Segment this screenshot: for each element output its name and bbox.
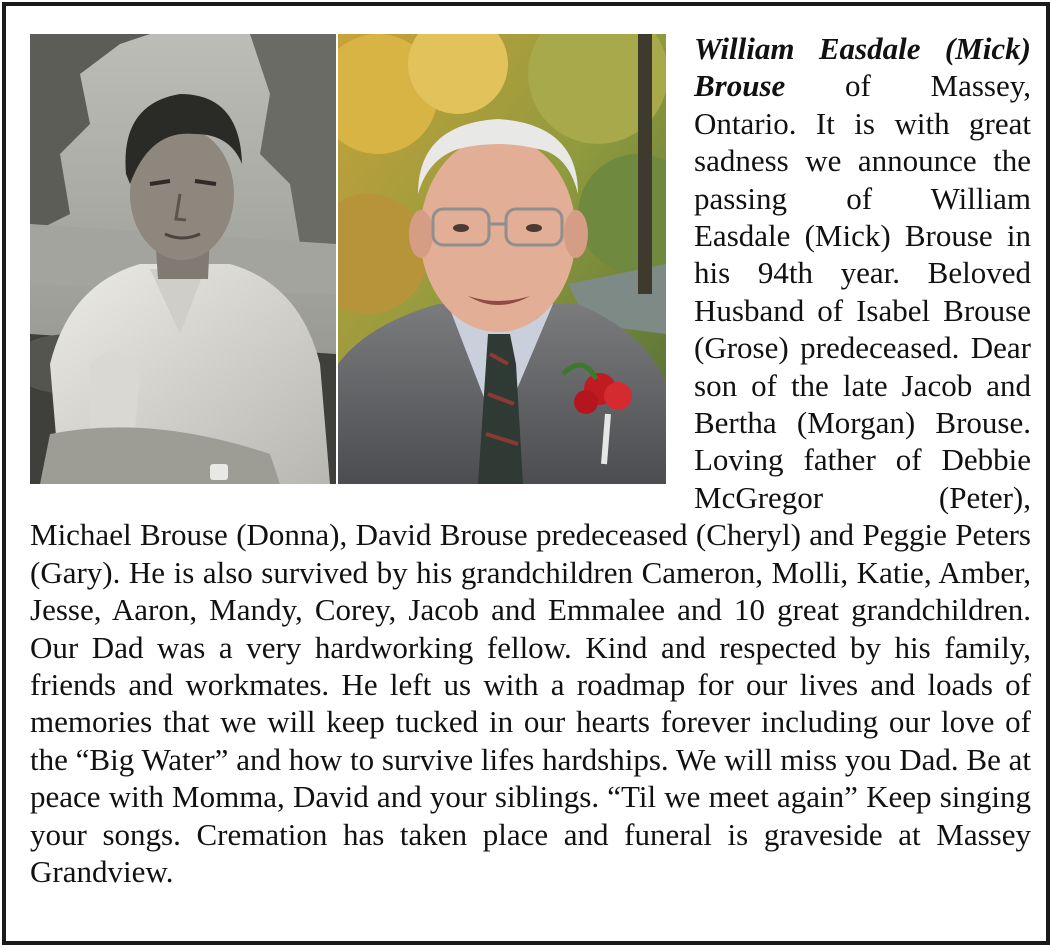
obituary-body-text: of Massey, Ontario. It is with great sadness we announce the passing of William Easdale (Mick) Brouse in his 94th year. Beloved Husband of Isabel Brouse (Grose) predeceased. Dear son of the late Jacob and Bertha (Morgan) Brouse. Loving father of Debbie McGregor (Peter), Michael Brouse (Donna), David Brouse predeceased (Cheryl) and Peggie Peters (Gary). He is also survived by his grandchildren Cameron, Molli, Katie, Amber, Jesse, Aaron, Mandy, Corey, Jacob and Emmalee and 10 great grandchildren. Our Dad was a very hardworking fellow. Kind and respected by his family, friends and workmates. He left us with a roadmap for our lives and loads of memories that we will keep tucked in our hearts forever including our love of the “Big Water” and how to survive lifes hardships. We will miss you Dad. Be at peace with Momma, David and your siblings. “Til we meet again” Keep singing your songs. Cremation has taken place and funeral is graveside at Massey Grandview. xyxy=(30,68,1031,889)
photo-pair xyxy=(30,34,666,486)
obituary-content xyxy=(30,30,1031,890)
deceased-name: William Easdale (Mick) Brouse xyxy=(694,31,1031,104)
obituary-frame xyxy=(2,2,1050,945)
elderly-portrait-photo xyxy=(338,34,666,484)
young-portrait-photo xyxy=(30,34,336,484)
